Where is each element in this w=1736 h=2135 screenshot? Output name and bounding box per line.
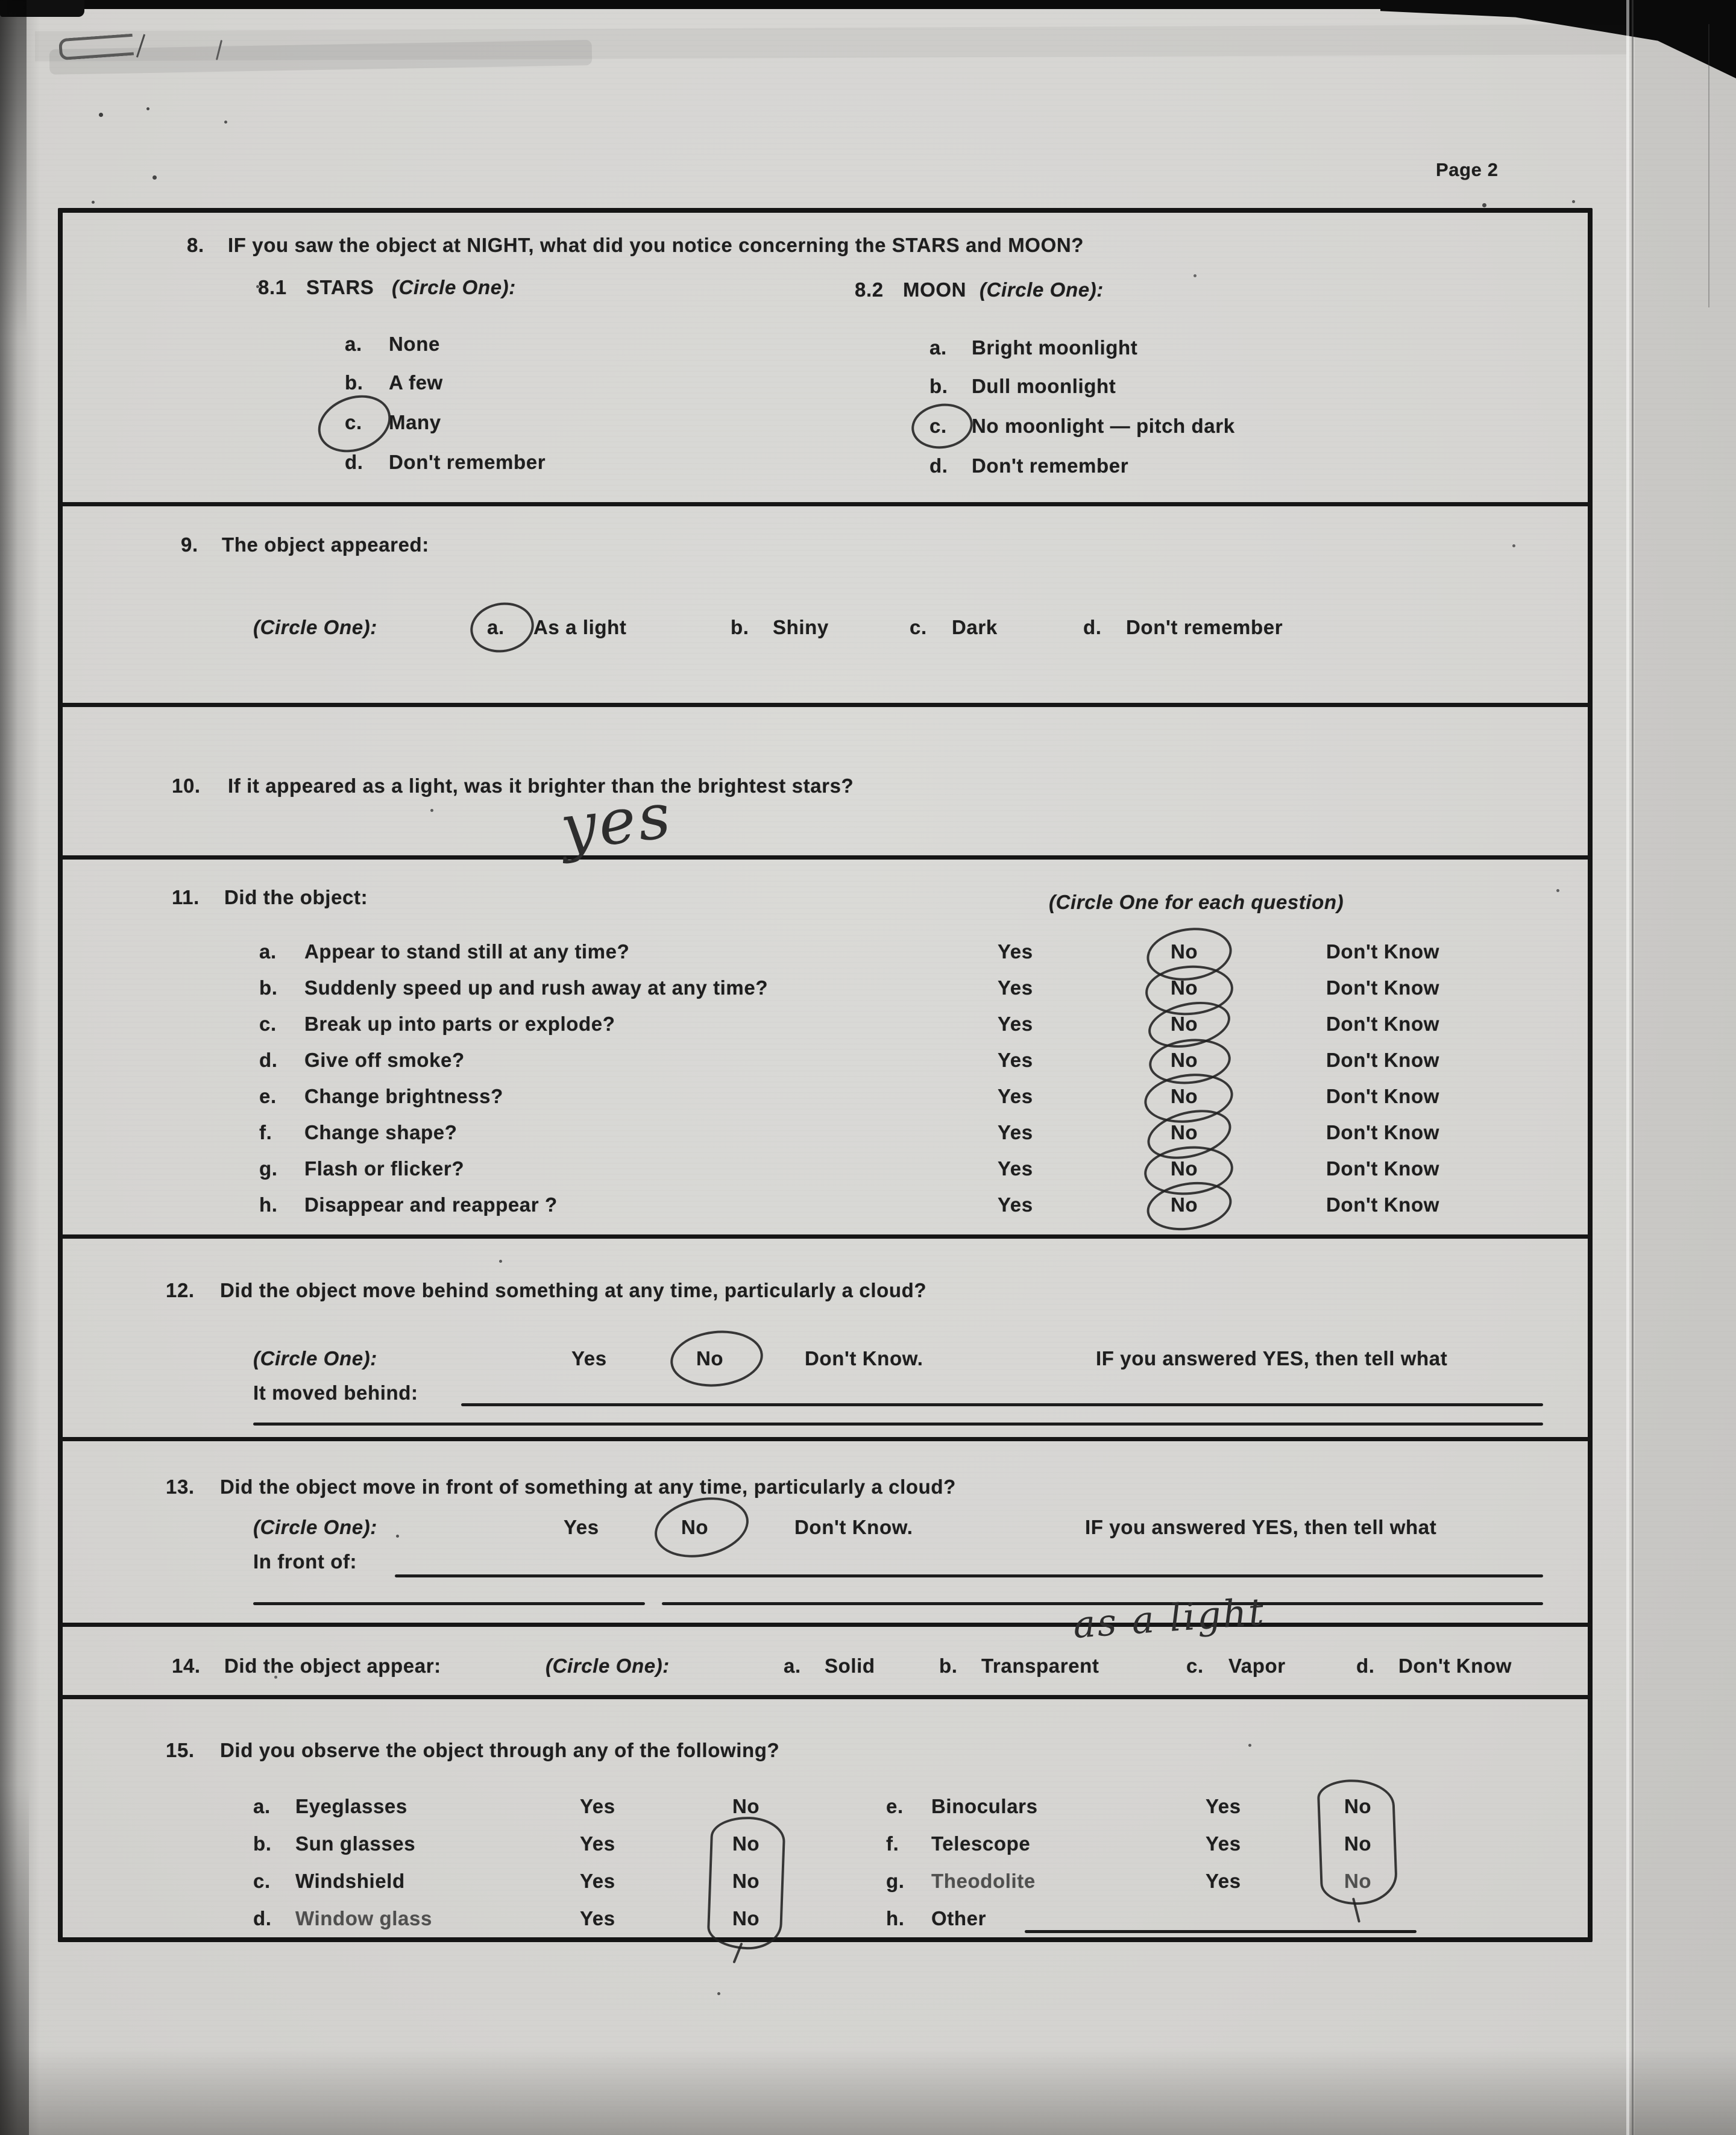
section-divider (60, 1437, 1591, 1441)
q13-field-label: In front of: (253, 1550, 357, 1573)
q11-dont-know: Don't Know (1326, 976, 1439, 999)
q8-stars-option-label: Many (389, 411, 441, 433)
q11-row-letter: e. (259, 1085, 277, 1107)
paper-crease-highlight (1626, 0, 1629, 2135)
q15-yes: Yes (580, 1832, 615, 1855)
q11-row-label: Flash or flicker? (304, 1157, 465, 1180)
q8-stars-option-letter: c. (345, 411, 362, 433)
section-divider (60, 703, 1591, 707)
q15-no: No (732, 1870, 760, 1892)
q14-instruction: (Circle One): (546, 1655, 670, 1677)
scan-right-margin (1635, 0, 1736, 2135)
page-number: Page 2 (1436, 159, 1499, 180)
q11-row-label: Change shape? (304, 1121, 458, 1143)
q11-row-letter: h. (259, 1193, 278, 1216)
q12-extra-line (253, 1423, 1543, 1426)
q11-no: No (1171, 1085, 1198, 1107)
q11-dont-know: Don't Know (1326, 1085, 1439, 1107)
q15-no: No (732, 1907, 760, 1929)
q15-row-letter: d. (253, 1907, 272, 1929)
q9-question: The object appeared: (222, 533, 429, 556)
q8-moon-option-letter: d. (929, 454, 948, 477)
q11-yes: Yes (998, 1049, 1033, 1071)
q10-number: 10. (172, 775, 201, 797)
q11-no: No (1171, 940, 1198, 963)
q11-row-label: Suddenly speed up and rush away at any time? (304, 976, 769, 999)
handwritten-answer-q10: yes (556, 778, 677, 865)
q11-yes: Yes (998, 1121, 1033, 1143)
section-divider (60, 1234, 1591, 1239)
q12-yes: Yes (571, 1347, 607, 1369)
section-divider (60, 1695, 1591, 1699)
q10-question: If it appeared as a light, was it brighter than the brightest stars? (228, 775, 854, 797)
q15-yes: Yes (1206, 1832, 1241, 1855)
q8-stars-option-label: Don't remember (389, 451, 546, 473)
q9-option-letter: c. (910, 616, 927, 638)
q8-2-number: 8.2 (855, 278, 884, 301)
section-divider (60, 1623, 1591, 1627)
q11-row-letter: a. (259, 940, 277, 963)
q15-other-letter: h. (886, 1907, 905, 1929)
q11-row-label: Disappear and reappear ? (304, 1193, 558, 1216)
q11-yes: Yes (998, 1013, 1033, 1035)
q12-note: IF you answered YES, then tell what (1096, 1347, 1448, 1369)
q15-yes: Yes (1206, 1795, 1241, 1817)
q11-row-label: Break up into parts or explode? (304, 1013, 615, 1035)
q15-row-letter: c. (253, 1870, 271, 1892)
q12-number: 12. (166, 1279, 195, 1301)
q8-1-number: 8.1 (258, 276, 287, 298)
q8-moon-option-label: Dull moonlight (972, 375, 1116, 397)
q11-no: No (1171, 1121, 1198, 1143)
q14-option-label: Solid (825, 1655, 875, 1677)
q11-dont-know: Don't Know (1326, 1157, 1439, 1180)
q11-dont-know: Don't Know (1326, 1193, 1439, 1216)
q11-no: No (1171, 976, 1198, 999)
q15-row-letter: a. (253, 1795, 271, 1817)
q8-moon-option-letter: a. (929, 336, 947, 359)
q8-stars-option-label: A few (389, 371, 443, 394)
q11-row-letter: c. (259, 1013, 277, 1035)
q15-row-letter: f. (886, 1832, 899, 1855)
q15-row-label: Binoculars (931, 1795, 1038, 1817)
q14-question: Did the object appear: (224, 1655, 441, 1677)
q14-option-letter: a. (784, 1655, 801, 1677)
q12-instruction: (Circle One): (253, 1347, 377, 1369)
q15-number: 15. (166, 1739, 195, 1761)
q15-row-label: Telescope (931, 1832, 1031, 1855)
scan-right-line (1708, 24, 1709, 307)
loop-annotation-q15-left-no (706, 1816, 786, 1951)
q9-option-letter: d. (1083, 616, 1102, 638)
q11-row-label: Change brightness? (304, 1085, 503, 1107)
q8-stars-option-letter: d. (345, 451, 363, 473)
q15-row-label: Window glass (295, 1907, 432, 1929)
q15-question: Did you observe the object through any of the following? (220, 1739, 780, 1761)
q8-1-instruction: (Circle One): (392, 276, 516, 298)
q15-yes: Yes (1206, 1870, 1241, 1892)
q12-no: No (696, 1347, 724, 1369)
q12-answer-line (461, 1403, 1543, 1406)
q11-no: No (1171, 1013, 1198, 1035)
q15-other-line (1025, 1930, 1417, 1933)
q15-other-label: Other (931, 1907, 987, 1929)
q8-2-instruction: (Circle One): (980, 278, 1104, 301)
q13-number: 13. (166, 1476, 195, 1498)
q8-2-title: MOON (903, 278, 967, 301)
q11-dont-know: Don't Know (1326, 1049, 1439, 1071)
q9-option-label: Shiny (773, 616, 829, 638)
q8-moon-option-label: Don't remember (972, 454, 1129, 477)
q8-moon-option-label: Bright moonlight (972, 336, 1138, 359)
q11-row-letter: f. (259, 1121, 272, 1143)
q11-no: No (1171, 1193, 1198, 1216)
q13-note: IF you answered YES, then tell what (1085, 1516, 1437, 1538)
q9-option-letter: a. (487, 616, 505, 638)
q11-dont-know: Don't Know (1326, 1013, 1439, 1035)
q15-row-label: Theodolite (931, 1870, 1036, 1892)
q9-number: 9. (181, 533, 198, 556)
q13-yes: Yes (564, 1516, 599, 1538)
q14-option-label: Vapor (1228, 1655, 1286, 1677)
q11-yes: Yes (998, 1085, 1033, 1107)
q11-no: No (1171, 1157, 1198, 1180)
q14-option-letter: d. (1356, 1655, 1375, 1677)
q13-no: No (681, 1516, 709, 1538)
q15-yes: Yes (580, 1907, 615, 1929)
q8-number: 8. (187, 234, 204, 256)
q14-option-label: Transparent (981, 1655, 1099, 1677)
paper-crease-line (1632, 0, 1634, 2135)
q15-yes: Yes (580, 1795, 615, 1817)
q13-dont-know: Don't Know. (794, 1516, 913, 1538)
q11-row-letter: b. (259, 976, 278, 999)
q12-dont-know: Don't Know. (805, 1347, 923, 1369)
q8-moon-option-letter: b. (929, 375, 948, 397)
q13-instruction: (Circle One): (253, 1516, 377, 1538)
q14-option-letter: c. (1186, 1655, 1204, 1677)
q9-option-letter: b. (731, 616, 749, 638)
q13-question: Did the object move in front of something at any time, particularly a cloud? (220, 1476, 956, 1498)
q15-row-label: Sun glasses (295, 1832, 416, 1855)
q8-stars-option-letter: b. (345, 371, 363, 394)
q12-field-label: It moved behind: (253, 1382, 418, 1404)
q11-dont-know: Don't Know (1326, 1121, 1439, 1143)
section-divider (60, 502, 1591, 506)
q11-yes: Yes (998, 940, 1033, 963)
q14-option-letter: b. (939, 1655, 958, 1677)
q13-answer-line (395, 1574, 1543, 1577)
q15-no: No (1344, 1870, 1372, 1892)
q9-instruction: (Circle One): (253, 616, 377, 638)
section-divider (60, 855, 1591, 860)
q11-number: 11. (172, 886, 200, 908)
q8-stars-option-letter: a. (345, 333, 362, 355)
q11-row-label: Give off smoke? (304, 1049, 465, 1071)
scan-left-top-shadow (0, 0, 27, 338)
q12-question: Did the object move behind something at any time, particularly a cloud? (220, 1279, 927, 1301)
form-border-box (58, 208, 1593, 1942)
handwritten-answer-q14: as a light (1071, 1589, 1267, 1647)
loop-annotation-q15-right-no (1316, 1778, 1398, 1906)
q11-yes: Yes (998, 1157, 1033, 1180)
q11-no: No (1171, 1049, 1198, 1071)
q8-question: IF you saw the object at NIGHT, what did you notice concerning the STARS and MOON? (228, 234, 1084, 256)
scan-specks (0, 0, 3, 3)
q13-extra-line (253, 1602, 645, 1605)
q11-row-letter: d. (259, 1049, 278, 1071)
q15-no: No (732, 1832, 760, 1855)
q11-dont-know: Don't Know (1326, 940, 1439, 963)
q15-row-letter: g. (886, 1870, 905, 1892)
q11-row-letter: g. (259, 1157, 278, 1180)
q11-yes: Yes (998, 976, 1033, 999)
q11-question: Did the object: (224, 886, 368, 908)
q15-row-label: Eyeglasses (295, 1795, 407, 1817)
q15-no: No (1344, 1795, 1372, 1817)
q15-no: No (1344, 1832, 1372, 1855)
q14-number: 14. (172, 1655, 201, 1677)
q15-row-letter: e. (886, 1795, 904, 1817)
q8-1-title: STARS (306, 276, 374, 298)
q11-yes: Yes (998, 1193, 1033, 1216)
q9-option-label: Don't remember (1126, 616, 1283, 638)
q11-note: (Circle One for each question) (1049, 891, 1344, 913)
q9-option-label: Dark (952, 616, 998, 638)
q14-option-label: Don't Know (1398, 1655, 1512, 1677)
q11-row-label: Appear to stand still at any time? (304, 940, 630, 963)
q8-moon-option-letter: c. (929, 415, 947, 437)
scan-bottom-shadow (0, 2048, 1736, 2135)
q15-yes: Yes (580, 1870, 615, 1892)
q15-row-label: Windshield (295, 1870, 405, 1892)
q8-moon-option-label: No moonlight — pitch dark (972, 415, 1235, 437)
q8-stars-option-label: None (389, 333, 440, 355)
q9-option-label: As a light (533, 616, 627, 638)
q15-row-letter: b. (253, 1832, 272, 1855)
q15-no: No (732, 1795, 760, 1817)
